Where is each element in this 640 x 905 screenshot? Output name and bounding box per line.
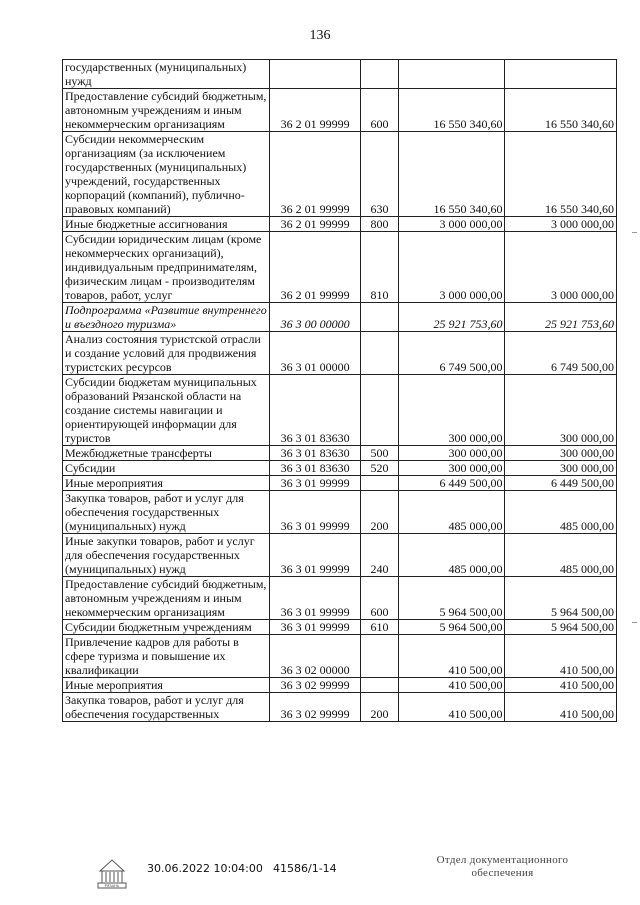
- row-name: Субсидии юридическим лицам (кроме некоммерческих организаций), индивидуальным предпринимателям, физическим лицам - производителям товаров, работ, услуг: [63, 232, 270, 303]
- row-sum-year-2: 6 449 500,00: [505, 476, 617, 491]
- table-row: [63, 60, 617, 89]
- row-name: государственных (муниципальных) нужд: [63, 60, 270, 89]
- row-expense-type: 520: [361, 461, 398, 476]
- row-sum-year-1: 300 000,00: [398, 461, 505, 476]
- row-sum-year-1: [398, 60, 505, 89]
- table-row: [63, 132, 617, 217]
- table-row: [63, 89, 617, 132]
- footer: [0, 850, 640, 900]
- table-row: [63, 476, 617, 491]
- row-sum-year-2: 410 500,00: [505, 635, 617, 678]
- building-logo-icon: [95, 856, 129, 890]
- department-line-2: обеспечения: [471, 867, 534, 879]
- row-name: Иные мероприятия: [63, 476, 270, 491]
- row-sum-year-2: 300 000,00: [505, 446, 617, 461]
- timestamp: 30.06.2022 10:04:00: [147, 862, 263, 875]
- document-number: 41586/1-14: [273, 862, 337, 875]
- row-csr-code: 36 2 01 99999: [270, 132, 361, 217]
- row-sum-year-1: 485 000,00: [398, 534, 505, 577]
- row-sum-year-2: 300 000,00: [505, 461, 617, 476]
- row-name: Иные закупки товаров, работ и услуг для обеспечения государственных (муниципальных) нужд: [63, 534, 270, 577]
- row-sum-year-1: 3 000 000,00: [398, 217, 505, 232]
- row-expense-type: [361, 678, 398, 693]
- row-expense-type: [361, 635, 398, 678]
- page-number: 136: [309, 28, 331, 43]
- row-csr-code: 36 3 01 99999: [270, 620, 361, 635]
- row-sum-year-1: 410 500,00: [398, 635, 505, 678]
- edge-mark: [632, 622, 637, 623]
- table-row: [63, 491, 617, 534]
- row-name: Субсидии некоммерческим организациям (за исключением государственных (муниципальных) учреждений, государственных корпораций (компаний), публично-правовых компаний): [63, 132, 270, 217]
- row-sum-year-2: 485 000,00: [505, 491, 617, 534]
- table-row: [63, 693, 617, 722]
- budget-table: [62, 59, 617, 722]
- row-expense-type: 200: [361, 491, 398, 534]
- row-expense-type: 600: [361, 89, 398, 132]
- row-csr-code: 36 3 01 83630: [270, 446, 361, 461]
- row-csr-code: 36 3 01 99999: [270, 476, 361, 491]
- row-sum-year-1: 410 500,00: [398, 693, 505, 722]
- row-expense-type: [361, 375, 398, 446]
- row-sum-year-2: 3 000 000,00: [505, 232, 617, 303]
- row-expense-type: 500: [361, 446, 398, 461]
- row-expense-type: 610: [361, 620, 398, 635]
- row-name: Предоставление субсидий бюджетным, автономным учреждениям и иным некоммерческим организациям: [63, 89, 270, 132]
- row-name: Межбюджетные трансферты: [63, 446, 270, 461]
- row-sum-year-2: 410 500,00: [505, 678, 617, 693]
- row-sum-year-2: 5 964 500,00: [505, 620, 617, 635]
- row-expense-type: 810: [361, 232, 398, 303]
- row-name: Иные бюджетные ассигнования: [63, 217, 270, 232]
- table-row: [63, 375, 617, 446]
- row-sum-year-1: 6 449 500,00: [398, 476, 505, 491]
- row-sum-year-2: 410 500,00: [505, 693, 617, 722]
- row-sum-year-1: 5 964 500,00: [398, 577, 505, 620]
- row-name: Субсидии: [63, 461, 270, 476]
- table-row: [63, 303, 617, 332]
- row-csr-code: 36 2 01 99999: [270, 232, 361, 303]
- row-name: Субсидии бюджетам муниципальных образований Рязанской области на создание системы навигации и ориентирующей информации для туристов: [63, 375, 270, 446]
- row-name: Закупка товаров, работ и услуг для обеспечения государственных: [63, 693, 270, 722]
- row-csr-code: [270, 60, 361, 89]
- row-csr-code: 36 3 01 99999: [270, 577, 361, 620]
- row-csr-code: 36 3 01 00000: [270, 332, 361, 375]
- row-sum-year-1: 6 749 500,00: [398, 332, 505, 375]
- row-csr-code: 36 3 00 00000: [270, 303, 361, 332]
- row-csr-code: 36 2 01 99999: [270, 89, 361, 132]
- row-sum-year-2: 25 921 753,60: [505, 303, 617, 332]
- row-sum-year-2: 5 964 500,00: [505, 577, 617, 620]
- table-row: [63, 232, 617, 303]
- table-row: [63, 620, 617, 635]
- row-sum-year-1: 300 000,00: [398, 375, 505, 446]
- row-expense-type: 630: [361, 132, 398, 217]
- table-row: [63, 217, 617, 232]
- row-name: Привлечение кадров для работы в сфере туризма и повышение их квалификации: [63, 635, 270, 678]
- row-expense-type: 240: [361, 534, 398, 577]
- row-sum-year-2: 16 550 340,60: [505, 132, 617, 217]
- row-name: Анализ состояния туристской отрасли и создание условий для продвижения туристских ресурсов: [63, 332, 270, 375]
- row-sum-year-2: 300 000,00: [505, 375, 617, 446]
- row-sum-year-1: 5 964 500,00: [398, 620, 505, 635]
- department-stamp: [420, 854, 585, 880]
- row-expense-type: [361, 332, 398, 375]
- row-name: Субсидии бюджетным учреждениям: [63, 620, 270, 635]
- row-sum-year-1: 300 000,00: [398, 446, 505, 461]
- row-name: Подпрограмма «Развитие внутреннего и въездного туризма»: [63, 303, 270, 332]
- row-sum-year-2: [505, 60, 617, 89]
- row-sum-year-2: 16 550 340,60: [505, 89, 617, 132]
- row-sum-year-2: 485 000,00: [505, 534, 617, 577]
- row-csr-code: 36 3 01 99999: [270, 491, 361, 534]
- row-sum-year-1: 16 550 340,60: [398, 132, 505, 217]
- row-sum-year-2: 3 000 000,00: [505, 217, 617, 232]
- row-csr-code: 36 3 01 99999: [270, 534, 361, 577]
- row-csr-code: 36 3 02 99999: [270, 693, 361, 722]
- department-line-1: Отдел документационного: [436, 854, 569, 866]
- row-expense-type: 200: [361, 693, 398, 722]
- row-csr-code: 36 3 01 83630: [270, 461, 361, 476]
- row-expense-type: [361, 60, 398, 89]
- row-name: Предоставление субсидий бюджетным, автономным учреждениям и иным некоммерческим организациям: [63, 577, 270, 620]
- table-row: [63, 678, 617, 693]
- row-csr-code: 36 3 01 83630: [270, 375, 361, 446]
- row-expense-type: [361, 476, 398, 491]
- row-csr-code: 36 2 01 99999: [270, 217, 361, 232]
- row-csr-code: 36 3 02 00000: [270, 635, 361, 678]
- row-sum-year-1: 3 000 000,00: [398, 232, 505, 303]
- table-row: [63, 534, 617, 577]
- edge-mark: [632, 232, 637, 233]
- table-row: [63, 635, 617, 678]
- row-expense-type: 800: [361, 217, 398, 232]
- logo-text: РЯЗАНЬ: [104, 884, 120, 888]
- table-row: [63, 446, 617, 461]
- row-name: Закупка товаров, работ и услуг для обеспечения государственных (муниципальных) нужд: [63, 491, 270, 534]
- budget-table-body: [63, 60, 617, 722]
- table-row: [63, 577, 617, 620]
- row-sum-year-2: 6 749 500,00: [505, 332, 617, 375]
- row-csr-code: 36 3 02 99999: [270, 678, 361, 693]
- row-sum-year-1: 485 000,00: [398, 491, 505, 534]
- row-expense-type: [361, 303, 398, 332]
- row-name: Иные мероприятия: [63, 678, 270, 693]
- table-row: [63, 332, 617, 375]
- row-sum-year-1: 25 921 753,60: [398, 303, 505, 332]
- row-sum-year-1: 410 500,00: [398, 678, 505, 693]
- row-sum-year-1: 16 550 340,60: [398, 89, 505, 132]
- table-row: [63, 461, 617, 476]
- row-expense-type: 600: [361, 577, 398, 620]
